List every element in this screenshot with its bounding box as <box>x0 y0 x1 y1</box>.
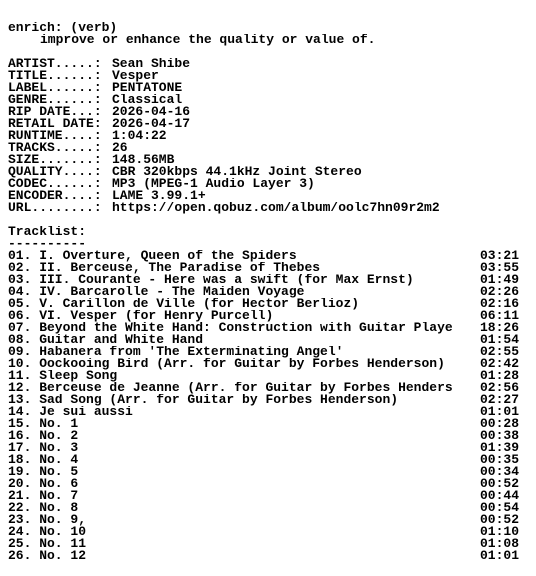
track-duration: 03:21 <box>480 250 520 262</box>
track-row <box>8 286 528 298</box>
track-duration: 02:26 <box>480 286 520 298</box>
metadata-value: 26 <box>112 142 128 154</box>
track-title: 13. Sad Song (Arr. for Guitar by Forbes Henderson) <box>8 394 399 406</box>
track-title: 24. No. 10 <box>8 526 87 538</box>
metadata-label: ARTIST.....: <box>8 58 102 70</box>
track-row <box>8 430 528 442</box>
metadata-label: QUALITY....: <box>8 166 102 178</box>
metadata-row <box>8 154 528 166</box>
track-title: 04. IV. Barcarolle - The Maiden Voyage <box>8 286 305 298</box>
track-row <box>8 346 528 358</box>
metadata-row <box>8 142 528 154</box>
tracklist-heading: Tracklist: <box>8 226 87 238</box>
track-row <box>8 322 528 334</box>
metadata-value: Vesper <box>112 70 159 82</box>
track-row <box>8 298 528 310</box>
metadata-value: CBR 320kbps 44.1kHz Joint Stereo <box>112 166 362 178</box>
track-title: 03. III. Courante - Here was a swift (for Max Ernst) <box>8 274 414 286</box>
metadata-label: RUNTIME....: <box>8 130 102 142</box>
track-duration: 01:28 <box>480 370 520 382</box>
track-title: 21. No. 7 <box>8 490 79 502</box>
metadata-label: URL........: <box>8 202 102 214</box>
metadata-label: RIP DATE...: <box>8 106 102 118</box>
track-duration: 02:16 <box>480 298 520 310</box>
metadata-row <box>8 58 528 70</box>
spacer <box>8 46 528 58</box>
metadata-row <box>8 178 528 190</box>
metadata-row <box>8 118 528 130</box>
track-title: 17. No. 3 <box>8 442 79 454</box>
track-title: 15. No. 1 <box>8 418 79 430</box>
track-title: 06. VI. Vesper (for Henry Purcell) <box>8 310 274 322</box>
track-row <box>8 406 528 418</box>
metadata-row <box>8 130 528 142</box>
track-duration: 03:55 <box>480 262 520 274</box>
track-duration: 01:10 <box>480 526 520 538</box>
track-title: 26. No. 12 <box>8 550 87 562</box>
track-row <box>8 514 528 526</box>
metadata-row <box>8 106 528 118</box>
metadata-label: TRACKS.....: <box>8 142 102 154</box>
metadata-value: 148.56MB <box>112 154 175 166</box>
nfo-document <box>8 22 528 562</box>
track-duration: 01:01 <box>480 550 520 562</box>
track-duration: 00:44 <box>480 490 520 502</box>
metadata-value: LAME 3.99.1+ <box>112 190 206 202</box>
track-row <box>8 466 528 478</box>
track-duration: 06:11 <box>480 310 520 322</box>
track-row <box>8 502 528 514</box>
track-row <box>8 526 528 538</box>
metadata-label: GENRE......: <box>8 94 102 106</box>
metadata-label: SIZE.......: <box>8 154 102 166</box>
metadata-block <box>8 58 528 214</box>
metadata-label: CODEC......: <box>8 178 102 190</box>
track-title: 11. Sleep Song <box>8 370 118 382</box>
track-duration: 18:26 <box>480 322 520 334</box>
metadata-row <box>8 166 528 178</box>
metadata-row <box>8 82 528 94</box>
track-row <box>8 478 528 490</box>
track-row <box>8 370 528 382</box>
track-title: 08. Guitar and White Hand <box>8 334 204 346</box>
track-row <box>8 262 528 274</box>
metadata-value: Sean Shibe <box>112 58 191 70</box>
track-duration: 02:55 <box>480 346 520 358</box>
track-duration: 01:01 <box>480 406 520 418</box>
track-title: 18. No. 4 <box>8 454 79 466</box>
track-duration: 01:08 <box>480 538 520 550</box>
track-row <box>8 358 528 370</box>
metadata-value: 2026-04-17 <box>112 118 191 130</box>
metadata-value: 1:04:22 <box>112 130 167 142</box>
metadata-value: https://open.qobuz.com/album/oolc7hn09r2m2 <box>112 202 440 214</box>
track-duration: 01:54 <box>480 334 520 346</box>
metadata-row <box>8 70 528 82</box>
track-title: 16. No. 2 <box>8 430 79 442</box>
track-title: 14. Je sui aussi <box>8 406 133 418</box>
track-title: 19. No. 5 <box>8 466 79 478</box>
metadata-row <box>8 202 528 214</box>
track-duration: 00:54 <box>480 502 520 514</box>
definition-term: enrich: (verb) <box>8 22 118 34</box>
spacer <box>8 214 528 226</box>
track-row <box>8 274 528 286</box>
track-row <box>8 442 528 454</box>
metadata-label: TITLE......: <box>8 70 102 82</box>
track-row <box>8 250 528 262</box>
tracklist <box>8 250 528 562</box>
track-row <box>8 454 528 466</box>
track-title: 02. II. Berceuse, The Paradise of Thebes <box>8 262 321 274</box>
track-duration: 02:42 <box>480 358 520 370</box>
track-title: 23. No. 9, <box>8 514 87 526</box>
track-duration: 00:52 <box>480 478 520 490</box>
track-duration: 00:35 <box>480 454 520 466</box>
track-duration: 00:52 <box>480 514 520 526</box>
track-duration: 00:28 <box>480 418 520 430</box>
track-duration: 02:27 <box>480 394 520 406</box>
track-duration: 00:38 <box>480 430 520 442</box>
track-title: 12. Berceuse de Jeanne (Arr. for Guitar by Forbes Henders <box>8 382 453 394</box>
track-title: 09. Habanera from 'The Exterminating Angel' <box>8 346 344 358</box>
track-duration: 00:34 <box>480 466 520 478</box>
track-title: 01. I. Overture, Queen of the Spiders <box>8 250 297 262</box>
metadata-value: MP3 (MPEG-1 Audio Layer 3) <box>112 178 315 190</box>
track-row <box>8 550 528 562</box>
track-title: 20. No. 6 <box>8 478 79 490</box>
metadata-row <box>8 94 528 106</box>
definition-meaning: improve or enhance the quality or value of. <box>40 34 376 46</box>
track-title: 07. Beyond the White Hand: Construction with Guitar Playe <box>8 322 453 334</box>
track-row <box>8 394 528 406</box>
track-row <box>8 382 528 394</box>
track-duration: 01:39 <box>480 442 520 454</box>
track-row <box>8 538 528 550</box>
metadata-label: LABEL......: <box>8 82 102 94</box>
track-row <box>8 310 528 322</box>
metadata-label: RETAIL DATE: <box>8 118 102 130</box>
track-duration: 02:56 <box>480 382 520 394</box>
track-row <box>8 334 528 346</box>
metadata-label: ENCODER....: <box>8 190 102 202</box>
track-title: 25. No. 11 <box>8 538 87 550</box>
track-duration: 01:49 <box>480 274 520 286</box>
track-title: 22. No. 8 <box>8 502 79 514</box>
metadata-value: 2026-04-16 <box>112 106 191 118</box>
track-row <box>8 418 528 430</box>
metadata-row <box>8 190 528 202</box>
metadata-value: PENTATONE <box>112 82 183 94</box>
track-title: 10. Oockooing Bird (Arr. for Guitar by Forbes Henderson) <box>8 358 445 370</box>
tracklist-underline: ---------- <box>8 238 87 250</box>
metadata-value: Classical <box>112 94 183 106</box>
track-row <box>8 490 528 502</box>
track-title: 05. V. Carillon de Ville (for Hector Berlioz) <box>8 298 360 310</box>
